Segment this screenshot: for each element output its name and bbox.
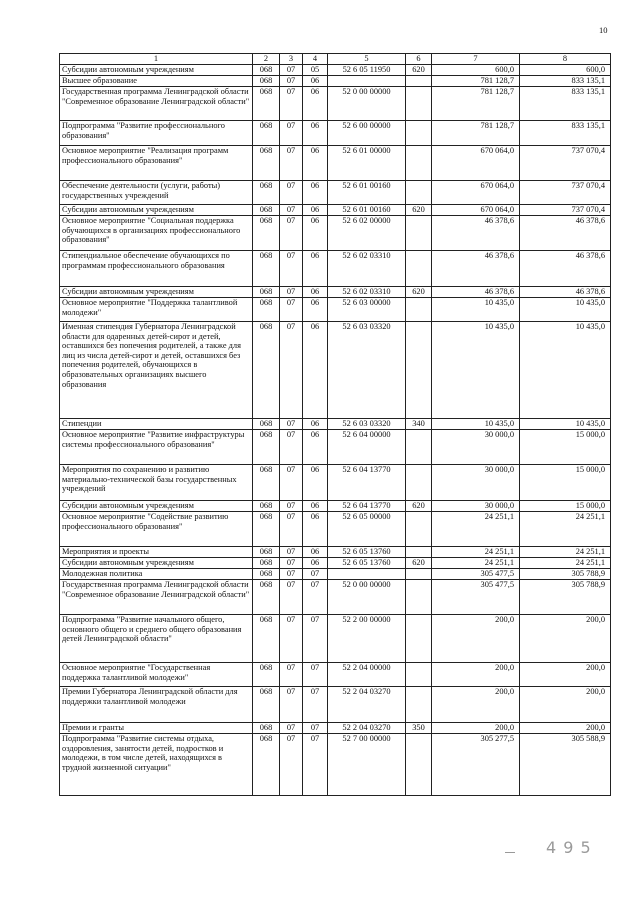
expense-type-cell — [406, 322, 432, 419]
ministry-code-cell: 068 — [253, 205, 280, 216]
item-name-cell: Субсидии автономным учреждениям — [60, 558, 253, 569]
section-code-cell: 07 — [280, 76, 303, 87]
expense-type-cell — [406, 512, 432, 547]
subsection-code-cell: 07 — [303, 615, 328, 663]
subsection-code-cell: 06 — [303, 547, 328, 558]
expense-type-cell — [406, 430, 432, 465]
table-row — [60, 687, 611, 723]
subsection-code-cell: 06 — [303, 287, 328, 298]
expense-type-cell — [406, 181, 432, 205]
amount-year2-cell: 46 378,6 — [520, 216, 611, 251]
amount-year1-cell: 305 277,5 — [432, 734, 520, 796]
amount-year2-cell: 24 251,1 — [520, 558, 611, 569]
subsection-code-cell: 07 — [303, 569, 328, 580]
amount-year1-cell: 200,0 — [432, 663, 520, 687]
item-name-cell: Субсидии автономным учреждениям — [60, 205, 253, 216]
ministry-code-cell: 068 — [253, 558, 280, 569]
amount-year2-cell: 46 378,6 — [520, 287, 611, 298]
item-name-cell: Мероприятия и проекты — [60, 547, 253, 558]
item-name-cell: Субсидии автономным учреждениям — [60, 287, 253, 298]
ministry-code-cell: 068 — [253, 76, 280, 87]
amount-year2-cell: 24 251,1 — [520, 512, 611, 547]
subsection-code-cell: 06 — [303, 205, 328, 216]
target-article-cell: 52 6 01 00160 — [328, 205, 406, 216]
amount-year1-cell: 781 128,7 — [432, 76, 520, 87]
ministry-code-cell: 068 — [253, 146, 280, 181]
amount-year1-cell: 670 064,0 — [432, 181, 520, 205]
amount-year2-cell: 200,0 — [520, 663, 611, 687]
amount-year1-cell: 46 378,6 — [432, 287, 520, 298]
section-code-cell: 07 — [280, 121, 303, 146]
expense-type-cell — [406, 76, 432, 87]
item-name-cell: Премии и гранты — [60, 723, 253, 734]
target-article-cell: 52 6 04 00000 — [328, 430, 406, 465]
header-cell: 8 — [520, 54, 611, 65]
amount-year1-cell: 10 435,0 — [432, 322, 520, 419]
amount-year1-cell: 46 378,6 — [432, 216, 520, 251]
table-row — [60, 87, 611, 121]
amount-year2-cell: 24 251,1 — [520, 547, 611, 558]
expense-type-cell — [406, 465, 432, 501]
ministry-code-cell: 068 — [253, 723, 280, 734]
section-code-cell: 07 — [280, 181, 303, 205]
table-row — [60, 298, 611, 322]
subsection-code-cell: 06 — [303, 121, 328, 146]
amount-year1-cell: 46 378,6 — [432, 251, 520, 287]
amount-year1-cell: 200,0 — [432, 723, 520, 734]
item-name-cell: Основное мероприятие "Социальная поддержка обучающихся в организациях профессионального образования" — [60, 216, 253, 251]
amount-year2-cell: 15 000,0 — [520, 465, 611, 501]
amount-year2-cell: 15 000,0 — [520, 501, 611, 512]
table-row — [60, 205, 611, 216]
section-code-cell: 07 — [280, 146, 303, 181]
subsection-code-cell: 06 — [303, 87, 328, 121]
ministry-code-cell: 068 — [253, 512, 280, 547]
table-row — [60, 547, 611, 558]
amount-year1-cell: 24 251,1 — [432, 512, 520, 547]
subsection-code-cell: 06 — [303, 76, 328, 87]
section-code-cell: 07 — [280, 569, 303, 580]
item-name-cell: Стипендиальное обеспечение обучающихся по программам профессионального образования — [60, 251, 253, 287]
amount-year2-cell: 200,0 — [520, 615, 611, 663]
ministry-code-cell: 068 — [253, 216, 280, 251]
amount-year2-cell: 10 435,0 — [520, 419, 611, 430]
section-code-cell: 07 — [280, 87, 303, 121]
ministry-code-cell: 068 — [253, 580, 280, 615]
section-code-cell: 07 — [280, 65, 303, 76]
target-article-cell: 52 2 04 03270 — [328, 723, 406, 734]
amount-year1-cell: 670 064,0 — [432, 205, 520, 216]
item-name-cell: Основное мероприятие "Развитие инфраструктуры системы профессионального образования" — [60, 430, 253, 465]
expense-type-cell — [406, 146, 432, 181]
table-row — [60, 65, 611, 76]
target-article-cell: 52 6 01 00160 — [328, 181, 406, 205]
item-name-cell: Обеспечение деятельности (услуги, работы) государственных учреждений — [60, 181, 253, 205]
target-article-cell: 52 2 04 00000 — [328, 663, 406, 687]
target-article-cell — [328, 76, 406, 87]
amount-year1-cell: 24 251,1 — [432, 547, 520, 558]
item-name-cell: Молодежная политика — [60, 569, 253, 580]
target-article-cell: 52 2 00 00000 — [328, 615, 406, 663]
ministry-code-cell: 068 — [253, 663, 280, 687]
target-article-cell: 52 6 01 00000 — [328, 146, 406, 181]
header-cell: 7 — [432, 54, 520, 65]
amount-year1-cell: 781 128,7 — [432, 87, 520, 121]
target-article-cell: 52 6 02 03310 — [328, 251, 406, 287]
table-row — [60, 287, 611, 298]
table-row — [60, 558, 611, 569]
ministry-code-cell: 068 — [253, 121, 280, 146]
subsection-code-cell: 06 — [303, 465, 328, 501]
amount-year1-cell: 10 435,0 — [432, 298, 520, 322]
header-cell: 6 — [406, 54, 432, 65]
subsection-code-cell: 06 — [303, 181, 328, 205]
expense-type-cell: 620 — [406, 501, 432, 512]
amount-year2-cell: 833 135,1 — [520, 121, 611, 146]
amount-year2-cell: 737 070,4 — [520, 146, 611, 181]
amount-year2-cell: 737 070,4 — [520, 181, 611, 205]
ministry-code-cell: 068 — [253, 430, 280, 465]
target-article-cell: 52 6 03 03320 — [328, 322, 406, 419]
amount-year1-cell: 10 435,0 — [432, 419, 520, 430]
ministry-code-cell: 068 — [253, 547, 280, 558]
item-name-cell: Основное мероприятие "Реализация программ профессионального образования" — [60, 146, 253, 181]
expense-type-cell — [406, 216, 432, 251]
target-article-cell: 52 6 05 13760 — [328, 558, 406, 569]
expense-type-cell: 620 — [406, 558, 432, 569]
target-article-cell: 52 6 05 11950 — [328, 65, 406, 76]
table-row — [60, 419, 611, 430]
amount-year2-cell: 833 135,1 — [520, 76, 611, 87]
target-article-cell: 52 6 05 13760 — [328, 547, 406, 558]
amount-year1-cell: 670 064,0 — [432, 146, 520, 181]
ministry-code-cell: 068 — [253, 287, 280, 298]
table-row — [60, 216, 611, 251]
expense-type-cell — [406, 615, 432, 663]
target-article-cell: 52 0 00 00000 — [328, 87, 406, 121]
margin-dash — [505, 852, 515, 853]
page-stamp-number: 4 9 5 — [546, 838, 592, 857]
subsection-code-cell: 06 — [303, 146, 328, 181]
header-cell: 4 — [303, 54, 328, 65]
section-code-cell: 07 — [280, 216, 303, 251]
amount-year2-cell: 10 435,0 — [520, 322, 611, 419]
subsection-code-cell: 06 — [303, 512, 328, 547]
expense-type-cell — [406, 663, 432, 687]
target-article-cell: 52 7 00 00000 — [328, 734, 406, 796]
budget-table — [59, 53, 611, 796]
expense-type-cell — [406, 298, 432, 322]
table-row — [60, 501, 611, 512]
amount-year1-cell: 30 000,0 — [432, 501, 520, 512]
table-row — [60, 569, 611, 580]
expense-type-cell: 340 — [406, 419, 432, 430]
table-row — [60, 512, 611, 547]
amount-year2-cell: 200,0 — [520, 723, 611, 734]
expense-type-cell: 620 — [406, 65, 432, 76]
ministry-code-cell: 068 — [253, 615, 280, 663]
amount-year2-cell: 305 588,9 — [520, 734, 611, 796]
item-name-cell: Именная стипендия Губернатора Ленинградской области для одаренных детей-сирот и детей, оставшихся без попечения родителей, а также для лиц из числа детей-сирот и детей, оставшихся без попечения родителей, обучающихся в образовательных организациях высшего образования — [60, 322, 253, 419]
subsection-code-cell: 07 — [303, 687, 328, 723]
table-row — [60, 121, 611, 146]
subsection-code-cell: 06 — [303, 322, 328, 419]
amount-year1-cell: 200,0 — [432, 687, 520, 723]
header-cell: 3 — [280, 54, 303, 65]
amount-year1-cell: 24 251,1 — [432, 558, 520, 569]
amount-year1-cell: 600,0 — [432, 65, 520, 76]
section-code-cell: 07 — [280, 465, 303, 501]
amount-year2-cell: 305 788,9 — [520, 569, 611, 580]
subsection-code-cell: 06 — [303, 501, 328, 512]
item-name-cell: Стипендии — [60, 419, 253, 430]
table-row — [60, 146, 611, 181]
item-name-cell: Субсидии автономным учреждениям — [60, 65, 253, 76]
target-article-cell: 52 6 04 13770 — [328, 501, 406, 512]
target-article-cell: 52 6 00 00000 — [328, 121, 406, 146]
subsection-code-cell: 07 — [303, 723, 328, 734]
amount-year2-cell: 305 788,9 — [520, 580, 611, 615]
section-code-cell: 07 — [280, 419, 303, 430]
amount-year2-cell: 600,0 — [520, 65, 611, 76]
expense-type-cell — [406, 687, 432, 723]
target-article-cell — [328, 569, 406, 580]
expense-type-cell — [406, 734, 432, 796]
item-name-cell: Мероприятия по сохранению и развитию материально-технической базы государственных учреждений — [60, 465, 253, 501]
section-code-cell: 07 — [280, 298, 303, 322]
subsection-code-cell: 06 — [303, 419, 328, 430]
section-code-cell: 07 — [280, 580, 303, 615]
header-cell: 1 — [60, 54, 253, 65]
section-code-cell: 07 — [280, 663, 303, 687]
ministry-code-cell: 068 — [253, 298, 280, 322]
ministry-code-cell: 068 — [253, 322, 280, 419]
section-code-cell: 07 — [280, 687, 303, 723]
ministry-code-cell: 068 — [253, 734, 280, 796]
item-name-cell: Основное мероприятие "Государственная поддержка талантливой молодежи" — [60, 663, 253, 687]
amount-year2-cell: 833 135,1 — [520, 87, 611, 121]
section-code-cell: 07 — [280, 512, 303, 547]
subsection-code-cell: 06 — [303, 216, 328, 251]
expense-type-cell: 620 — [406, 205, 432, 216]
table-row — [60, 580, 611, 615]
item-name-cell: Премии Губернатора Ленинградской области для поддержки талантливой молодежи — [60, 687, 253, 723]
amount-year1-cell: 305 477,5 — [432, 569, 520, 580]
ministry-code-cell: 068 — [253, 251, 280, 287]
amount-year2-cell: 46 378,6 — [520, 251, 611, 287]
item-name-cell: Государственная программа Ленинградской области "Современное образование Ленинградской области" — [60, 580, 253, 615]
expense-type-cell — [406, 87, 432, 121]
table-body — [60, 65, 611, 796]
section-code-cell: 07 — [280, 287, 303, 298]
subsection-code-cell: 06 — [303, 251, 328, 287]
table-row — [60, 615, 611, 663]
item-name-cell: Подпрограмма "Развитие начального общего, основного общего и среднего общего образования детей Ленинградской области" — [60, 615, 253, 663]
subsection-code-cell: 07 — [303, 580, 328, 615]
ministry-code-cell: 068 — [253, 465, 280, 501]
table-row — [60, 181, 611, 205]
section-code-cell: 07 — [280, 501, 303, 512]
ministry-code-cell: 068 — [253, 569, 280, 580]
target-article-cell: 52 6 03 03320 — [328, 419, 406, 430]
item-name-cell: Подпрограмма "Развитие системы отдыха, оздоровления, занятости детей, подростков и молодежи, в том числе детей, находящихся в трудной жизненной ситуации" — [60, 734, 253, 796]
subsection-code-cell: 06 — [303, 298, 328, 322]
ministry-code-cell: 068 — [253, 65, 280, 76]
expense-type-cell — [406, 121, 432, 146]
amount-year1-cell: 305 477,5 — [432, 580, 520, 615]
table-row — [60, 723, 611, 734]
section-code-cell: 07 — [280, 205, 303, 216]
amount-year1-cell: 781 128,7 — [432, 121, 520, 146]
section-code-cell: 07 — [280, 322, 303, 419]
header-cell: 5 — [328, 54, 406, 65]
amount-year1-cell: 30 000,0 — [432, 465, 520, 501]
subsection-code-cell: 06 — [303, 430, 328, 465]
target-article-cell: 52 6 04 13770 — [328, 465, 406, 501]
target-article-cell: 52 6 02 03310 — [328, 287, 406, 298]
subsection-code-cell: 06 — [303, 558, 328, 569]
amount-year2-cell: 200,0 — [520, 687, 611, 723]
item-name-cell: Государственная программа Ленинградской области "Современное образование Ленинградской области" — [60, 87, 253, 121]
ministry-code-cell: 068 — [253, 181, 280, 205]
subsection-code-cell: 07 — [303, 663, 328, 687]
expense-type-cell: 620 — [406, 287, 432, 298]
table-row — [60, 465, 611, 501]
expense-type-cell: 350 — [406, 723, 432, 734]
item-name-cell: Основное мероприятие "Поддержка талантливой молодежи" — [60, 298, 253, 322]
table-row — [60, 76, 611, 87]
amount-year1-cell: 30 000,0 — [432, 430, 520, 465]
amount-year1-cell: 200,0 — [432, 615, 520, 663]
table-row — [60, 322, 611, 419]
item-name-cell: Высшее образование — [60, 76, 253, 87]
section-code-cell: 07 — [280, 547, 303, 558]
section-code-cell: 07 — [280, 558, 303, 569]
ministry-code-cell: 068 — [253, 87, 280, 121]
section-code-cell: 07 — [280, 251, 303, 287]
subsection-code-cell: 07 — [303, 734, 328, 796]
item-name-cell: Субсидии автономным учреждениям — [60, 501, 253, 512]
expense-type-cell — [406, 580, 432, 615]
expense-type-cell — [406, 547, 432, 558]
table-header-row — [60, 54, 611, 65]
ministry-code-cell: 068 — [253, 501, 280, 512]
expense-type-cell — [406, 569, 432, 580]
table-row — [60, 734, 611, 796]
amount-year2-cell: 737 070,4 — [520, 205, 611, 216]
table-row — [60, 430, 611, 465]
target-article-cell: 52 6 03 00000 — [328, 298, 406, 322]
ministry-code-cell: 068 — [253, 687, 280, 723]
amount-year2-cell: 10 435,0 — [520, 298, 611, 322]
section-code-cell: 07 — [280, 723, 303, 734]
ministry-code-cell: 068 — [253, 419, 280, 430]
table-row — [60, 251, 611, 287]
section-code-cell: 07 — [280, 615, 303, 663]
target-article-cell: 52 2 04 03270 — [328, 687, 406, 723]
target-article-cell: 52 6 05 00000 — [328, 512, 406, 547]
subsection-code-cell: 05 — [303, 65, 328, 76]
target-article-cell: 52 6 02 00000 — [328, 216, 406, 251]
item-name-cell: Основное мероприятие "Содействие развитию профессионального образования" — [60, 512, 253, 547]
section-code-cell: 07 — [280, 430, 303, 465]
table-row — [60, 663, 611, 687]
section-code-cell: 07 — [280, 734, 303, 796]
expense-type-cell — [406, 251, 432, 287]
amount-year2-cell: 15 000,0 — [520, 430, 611, 465]
target-article-cell: 52 0 00 00000 — [328, 580, 406, 615]
item-name-cell: Подпрограмма "Развитие профессионального образования" — [60, 121, 253, 146]
header-cell: 2 — [253, 54, 280, 65]
page-number: 10 — [599, 25, 608, 35]
